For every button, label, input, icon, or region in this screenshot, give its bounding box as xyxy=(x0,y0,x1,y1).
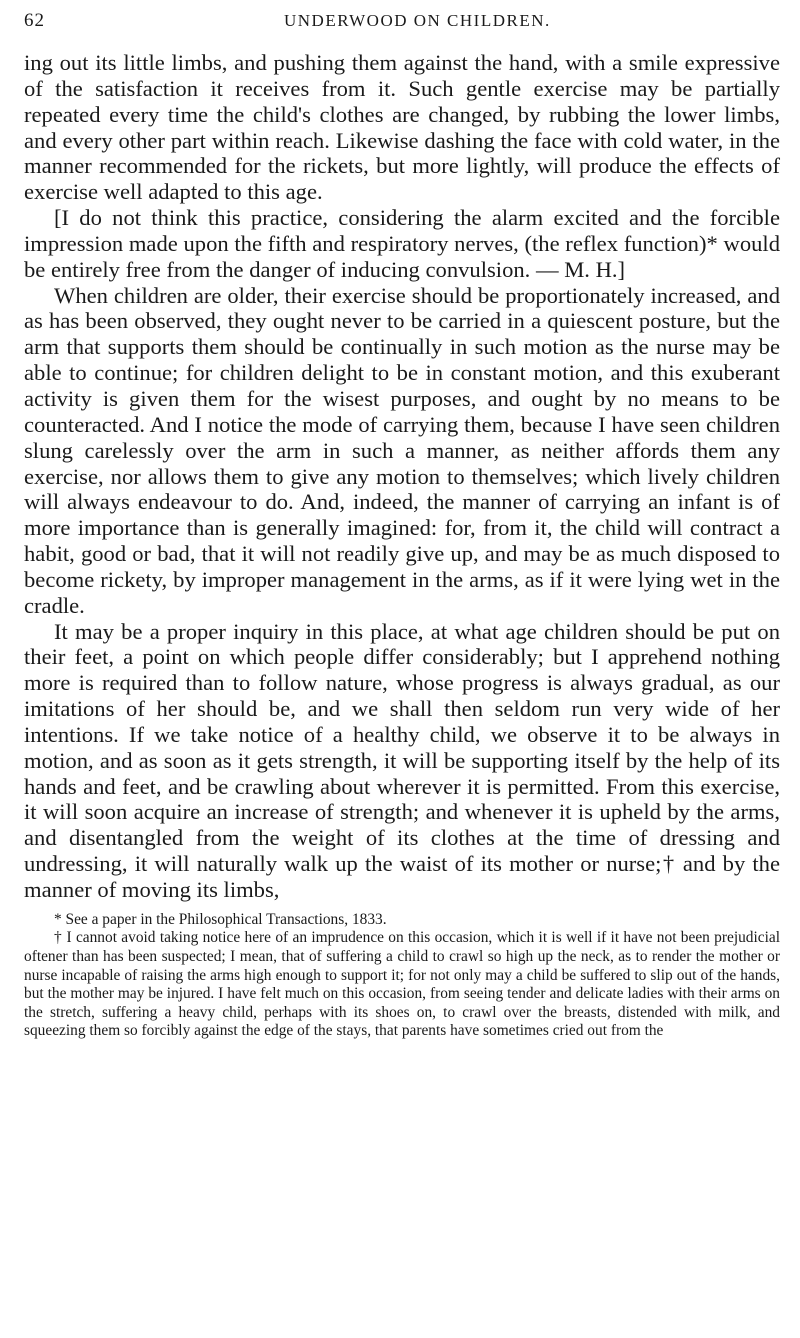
running-head xyxy=(24,10,780,50)
footnote-asterisk: * See a paper in the Philosophical Transactions, 1833. xyxy=(54,910,387,928)
page-number: 62 xyxy=(24,10,45,31)
body-text xyxy=(24,50,780,903)
paragraph-continued: ing out its little limbs, and pushing them against the hand, with a smile expressive of the satisfaction it receives from it. Such gentle exercise may be partially repeated every time the child's clothes are changed, by rubbing the lower limbs, and every other part within reach. Likewise dashing the face with cold water, in the manner recommended for the rickets, but more lightly, will produce the effects of exercise well adapted to this age. xyxy=(24,50,780,205)
paragraph-walking-age: It may be a proper inquiry in this place, at what age children should be put on their feet, a point on which people differ considerably; but I apprehend nothing more is required than to follow nature, whose progress is always gradual, as our imitations of her should be, and we shall then seldom run very wide of her intentions. If we take notice of a healthy child, we observe it to be always in motion, and as soon as it gets strength, it will be supporting itself by the help of its hands and feet, and be crawling about wherever it is permitted. From this exercise, it will soon acquire an increase of strength; and whenever it is upheld by the arms, and disentangled from the weight of its clothes at the time of dressing and undressing, it will naturally walk up the waist of its mother or nurse;† and by the manner of moving its limbs, xyxy=(24,618,780,902)
running-title: UNDERWOOD ON CHILDREN. xyxy=(284,11,551,30)
footnote-dagger: † I cannot avoid taking notice here of an imprudence on this occasion, which it is well if it have not been prejudicial oftener than has been suspected; I mean, that of suffering a child to crawl so high up the neck, as to render the mother or nurse incapable of raising the arms high enough to support it; for not only may a child be suffered to slip out of the hands, but the mother may be injured. I have felt much on this occasion, from seeing tender and delicate ladies with their arms on the stretch, suffering a heavy child, perhaps with its shoes on, to crawl over the breasts, distended with milk, and squeezing them so forcibly against the edge of the stays, that parents have sometimes cried out from the xyxy=(24,929,780,1040)
paragraph-carrying-children: When children are older, their exercise should be proportionately increased, and as has been observed, they ought never to be carried in a quiescent posture, but the arm that supports them should be continually in such motion as the nurse may be able to continue; for children delight to be in constant motion, and this exuberant activity is given them for the wisest purposes, and ought by no means to be counteracted. And I notice the mode of carrying them, because I have seen children slung carelessly over the arm in such a manner, as neither affords them any exercise, nor allows them to give any motion to themselves; which lively children will always endeavour to do. And, indeed, the manner of carrying an infant is of more importance than is generally imagined: for, from it, the child will contract a habit, good or bad, that it will not readily give up, and may be as much disposed to become rickety, by improper management in the arms, as if it were lying wet in the cradle. xyxy=(24,282,780,618)
footnotes xyxy=(24,911,780,1041)
editor-note-paragraph: [I do not think this practice, considering the alarm excited and the forcible impression made upon the fifth and respiratory nerves, (the reflex function)* would be entirely free from the danger of inducing convulsion. — M. H.] xyxy=(24,205,780,282)
